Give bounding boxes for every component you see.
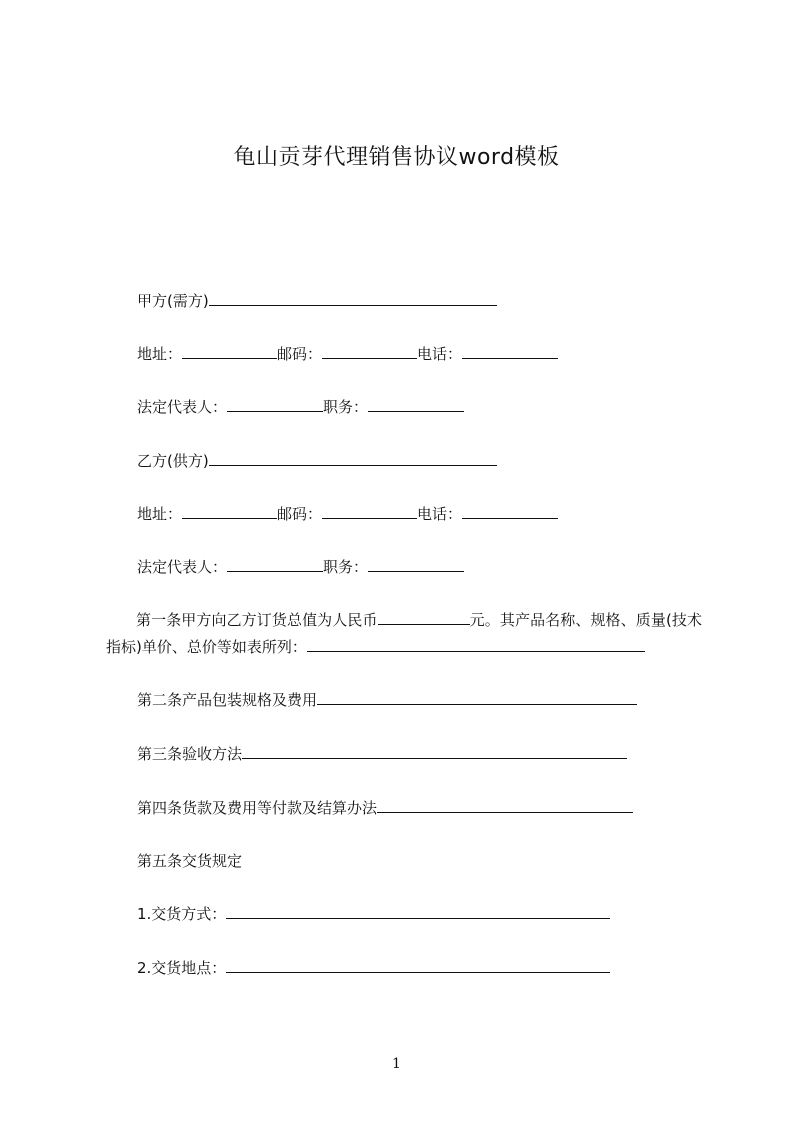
article-5-line (137, 851, 242, 871)
article-1-amount-blank[interactable] (378, 610, 470, 625)
article-2-label: 第二条产品包装规格及费用 (137, 691, 318, 709)
party-b-position-label: 职务： (323, 558, 369, 576)
party-b-address-blank[interactable] (182, 504, 277, 519)
party-b-phone-label: 电话： (417, 505, 463, 523)
article-1-prefix: 第一条甲方向乙方订货总值为人民币 (136, 611, 378, 629)
item-2-label: 2.交货地点： (137, 959, 227, 977)
party-b-postcode-label: 邮码： (277, 505, 323, 523)
article-4-blank[interactable] (377, 798, 633, 813)
party-a-label: 甲方(需方) (137, 292, 209, 310)
party-a-rep-label: 法定代表人： (137, 398, 228, 416)
party-b-line (137, 451, 497, 471)
item-2-line (137, 958, 610, 978)
party-a-blank[interactable] (209, 291, 497, 306)
article-4-line (137, 798, 633, 818)
party-b-label: 乙方(供方) (137, 452, 209, 470)
party-a-rep-line (137, 397, 464, 417)
document-title: 龟山贡芽代理销售协议word模板 (233, 145, 560, 170)
party-a-phone-blank[interactable] (462, 344, 558, 359)
article-5-label: 第五条交货规定 (137, 852, 243, 870)
item-2-blank[interactable] (226, 958, 610, 973)
party-b-contact-line (137, 504, 558, 524)
article-3-label: 第三条验收方法 (137, 745, 243, 763)
party-a-position-blank[interactable] (368, 397, 464, 412)
party-a-phone-label: 电话： (417, 345, 463, 363)
party-a-postcode-label: 邮码： (277, 345, 323, 363)
party-b-rep-label: 法定代表人： (137, 558, 228, 576)
article-1-text: 元。其产品名称、规格、质量(技术指标)单价、总价等如表所列： (106, 611, 702, 656)
party-a-address-label: 地址： (137, 345, 183, 363)
party-a-rep-blank[interactable] (227, 397, 323, 412)
party-a-line (137, 291, 497, 311)
article-1-paragraph (106, 607, 702, 661)
page-number: 1 (392, 1056, 401, 1072)
article-3-blank[interactable] (242, 744, 627, 759)
party-b-postcode-blank[interactable] (322, 504, 417, 519)
article-1-table-blank[interactable] (307, 637, 645, 652)
party-b-position-blank[interactable] (368, 557, 464, 572)
item-1-line (137, 904, 610, 924)
party-b-address-label: 地址： (137, 505, 183, 523)
party-a-position-label: 职务： (323, 398, 369, 416)
party-b-rep-line (137, 557, 464, 577)
party-a-contact-line (137, 344, 558, 364)
article-2-line (137, 690, 637, 710)
article-4-label: 第四条货款及费用等付款及结算办法 (137, 799, 378, 817)
party-a-postcode-blank[interactable] (322, 344, 417, 359)
item-1-label: 1.交货方式： (137, 905, 227, 923)
article-2-blank[interactable] (317, 690, 637, 705)
party-b-rep-blank[interactable] (227, 557, 323, 572)
item-1-blank[interactable] (226, 904, 610, 919)
party-b-blank[interactable] (209, 451, 497, 466)
party-a-address-blank[interactable] (182, 344, 277, 359)
article-3-line (137, 744, 627, 764)
party-b-phone-blank[interactable] (462, 504, 558, 519)
